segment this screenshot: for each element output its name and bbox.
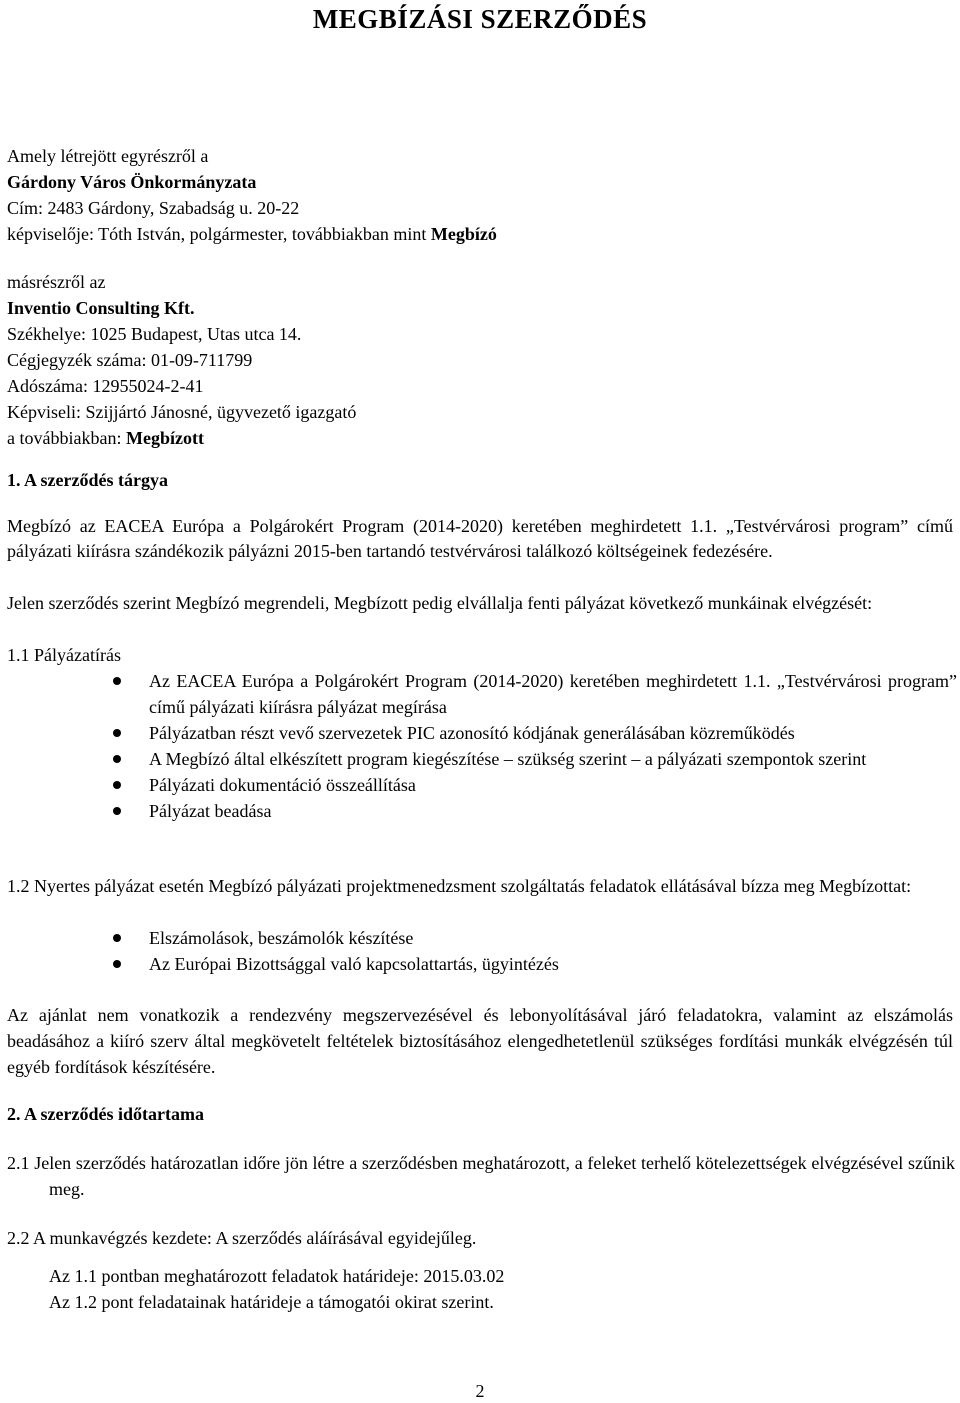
list-item-text: Pályázat beadása xyxy=(149,801,272,821)
bullet-icon xyxy=(113,934,121,942)
agent-seat: Székhelye: 1025 Budapest, Utas utca 14. xyxy=(7,324,302,344)
sub2-list xyxy=(7,925,957,977)
parties-block xyxy=(7,143,953,247)
deadline-1: Az 1.1 pontban meghatározott feladatok határideje: 2015.03.02 xyxy=(49,1266,505,1286)
parties-intro: Amely létrejött egyrészről a xyxy=(7,146,209,166)
section1-para3: Az ajánlat nem vonatkozik a rendezvény megszervezésével és lebonyolításával járó feladatokra, valamint az elszámolás beadásához a kiíró szerv által megkövetelt feltételek biztosításához elengedhetetlenül szükséges fordítási munkák elvégzésén túl egyéb fordítások készítésére. xyxy=(7,1005,953,1077)
bullet-icon xyxy=(113,677,121,685)
client-name: Gárdony Város Önkormányzata xyxy=(7,172,257,192)
section1-para2: Jelen szerződés szerint Megbízó megrendeli, Megbízott pedig elvállalja fenti pályázat következő munkáinak elvégzését: xyxy=(7,593,873,613)
client-role: Megbízó xyxy=(430,224,497,244)
list-item-text: Pályázati dokumentáció összeállítása xyxy=(149,775,416,795)
sub1-title: 1.1 Pályázatírás xyxy=(7,645,121,665)
list-item xyxy=(7,746,957,772)
section1-para1: Megbízó az EACEA Európa a Polgárokért Program (2014-2020) keretében meghirdetett 1.1. „Testvérvárosi program” című pályázati kiírásra szándékozik pályázni 2015-ben tartandó testvérvárosi találkozó költségeinek fedezésére. xyxy=(7,516,953,561)
section2-p21: 2.1 Jelen szerződés határozatlan időre jön létre a szerződésben meghatározott, a feleket terhelő kötelezettségek elvégzésével szűnik meg. xyxy=(7,1153,955,1199)
document-title: MEGBÍZÁSI SZERZŐDÉS xyxy=(312,4,648,34)
list-item xyxy=(7,798,957,824)
agent-registration: Cégjegyzék száma: 01-09-711799 xyxy=(7,350,253,370)
list-item-text: Pályázatban részt vevő szervezetek PIC azonosító kódjának generálásában közreműködés xyxy=(149,723,795,743)
other-party-intro: másrészről az xyxy=(7,272,106,292)
bullet-icon xyxy=(113,729,121,737)
section2-heading: 2. A szerződés időtartama xyxy=(7,1104,204,1124)
agent-block xyxy=(7,269,953,451)
list-item-text: Elszámolások, beszámolók készítése xyxy=(149,928,414,948)
bullet-icon xyxy=(113,960,121,968)
page-number: 2 xyxy=(475,1381,485,1401)
agent-role: Megbízott xyxy=(125,428,204,448)
bullet-icon xyxy=(113,755,121,763)
list-item-text: Az Európai Bizottsággal való kapcsolattartás, ügyintézés xyxy=(149,954,559,974)
bullet-icon xyxy=(113,807,121,815)
section2-p22: 2.2 A munkavégzés kezdete: A szerződés aláírásával egyidejűleg. xyxy=(7,1228,477,1248)
bullet-icon xyxy=(113,781,121,789)
list-item-text: Az EACEA Európa a Polgárokért Program (2014-2020) keretében meghirdetett 1.1. „Testvérvárosi program” című pályázati kiírásra pályázat megírása xyxy=(149,671,957,717)
client-rep-text: képviselője: Tóth István, polgármester, továbbiakban mint xyxy=(7,224,431,244)
list-item xyxy=(7,772,957,798)
list-item xyxy=(7,668,957,720)
agent-role-prefix: a továbbiakban: xyxy=(7,428,126,448)
client-representative xyxy=(7,221,953,247)
list-item-text: A Megbízó által elkészített program kiegészítése – szükség szerint – a pályázati szempontok szerint xyxy=(149,749,867,769)
section1-heading: 1. A szerződés tárgya xyxy=(7,470,168,490)
sub2-title: 1.2 Nyertes pályázat esetén Megbízó pályázati projektmenedzsment szolgáltatás feladatok ellátásával bízza meg Megbízottat: xyxy=(7,876,912,896)
sub2-bullets xyxy=(7,925,957,977)
client-address: Cím: 2483 Gárdony, Szabadság u. 20-22 xyxy=(7,198,300,218)
sub1-list xyxy=(7,668,957,824)
deadlines-block xyxy=(49,1263,949,1315)
agent-tax-number: Adószáma: 12955024-2-41 xyxy=(7,376,204,396)
deadline-2: Az 1.2 pont feladatainak határideje a támogatói okirat szerint. xyxy=(49,1292,494,1312)
agent-role-line xyxy=(7,425,953,451)
list-item xyxy=(7,951,957,977)
list-item xyxy=(7,925,957,951)
agent-name: Inventio Consulting Kft. xyxy=(7,298,195,318)
list-item xyxy=(7,720,957,746)
sub1-bullets xyxy=(7,668,957,824)
agent-representative: Képviseli: Szijjártó Jánosné, ügyvezető igazgató xyxy=(7,402,357,422)
